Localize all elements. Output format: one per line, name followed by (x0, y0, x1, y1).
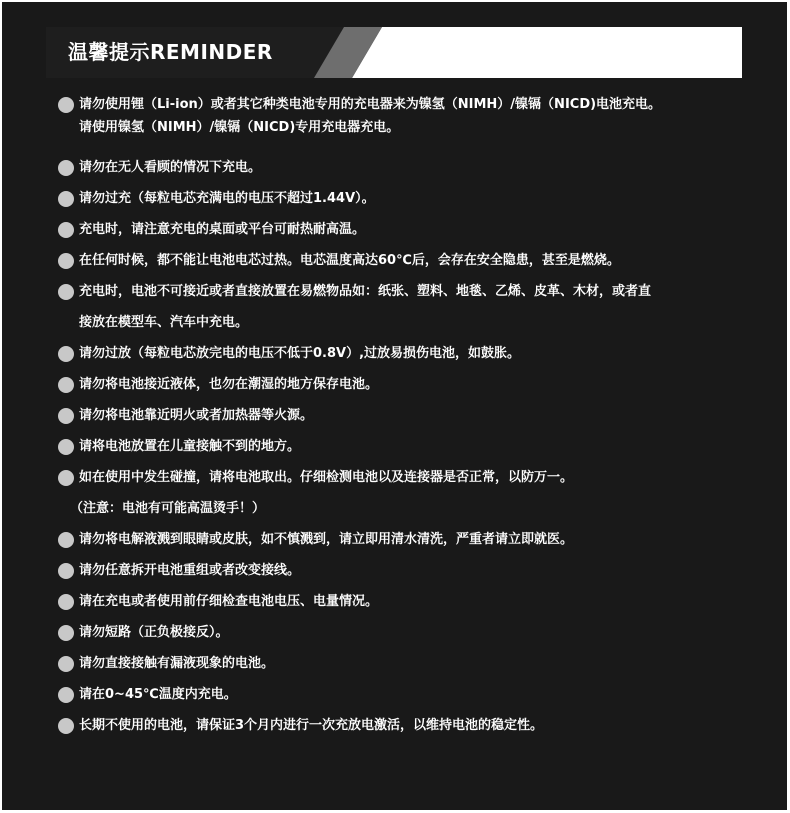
bullet-icon (58, 191, 74, 207)
bullet-icon (58, 160, 74, 176)
item-text: 请将电池放置在儿童接触不到的地方。 (79, 439, 301, 454)
list-item (58, 189, 740, 209)
item-continuation: 请使用镍氢（NIMH）/镍镉（NICD)专用充电器充电。 (79, 120, 400, 135)
bullet-icon (58, 408, 74, 424)
bullet-icon (58, 718, 74, 734)
item-text: 请勿过放（每粒电芯放完电的电压不低于0.8V）,过放易损伤电池，如鼓胀。 (79, 346, 521, 361)
list-item (58, 375, 740, 395)
list-item (58, 158, 740, 178)
item-text: 请勿过充（每粒电芯充满电的电压不超过1.44V）。 (79, 191, 375, 206)
bullet-icon (58, 439, 74, 455)
list-item (58, 685, 740, 705)
item-text: 请在充电或者使用前仔细检查电池电压、电量情况。 (79, 594, 379, 609)
bullet-icon (58, 625, 74, 641)
list-item (58, 623, 740, 643)
item-text: 请勿将电解液溅到眼睛或皮肤，如不慎溅到，请立即用清水清洗，严重者请立即就医。 (79, 532, 574, 547)
bullet-icon (58, 284, 74, 300)
item-text: 请勿将电池靠近明火或者加热器等火源。 (79, 408, 314, 423)
reminder-banner (46, 27, 742, 78)
list-item (58, 654, 740, 674)
bullet-icon (58, 346, 74, 362)
item-note: （注意：电池有可能高温烫手！） (70, 501, 266, 516)
bullet-icon (58, 687, 74, 703)
bullet-icon (58, 377, 74, 393)
list-item (58, 468, 740, 488)
list-item (58, 344, 740, 364)
list-item (58, 220, 740, 240)
item-text: 长期不使用的电池，请保证3个月内进行一次充放电激活，以维持电池的稳定性。 (79, 718, 544, 733)
bullet-icon (58, 563, 74, 579)
item-text: 在任何时候，都不能让电池电芯过热。电芯温度高达60℃后，会存在安全隐患，甚至是燃烧。 (79, 253, 620, 268)
list-item (58, 437, 740, 457)
item-continuation: 接放在模型车、汽车中充电。 (79, 315, 249, 330)
list-item (58, 716, 740, 736)
bullet-icon (58, 253, 74, 269)
bullet-icon (58, 97, 74, 113)
list-item (58, 530, 740, 550)
item-text: 充电时，电池不可接近或者直接放置在易燃物品如：纸张、塑料、地毯、乙烯、皮革、木材，或者直 (79, 284, 652, 299)
list-item (58, 592, 740, 612)
banner-title: 温馨提示REMINDER (68, 40, 273, 64)
item-text: 请勿任意拆开电池重组或者改变接线。 (79, 563, 301, 578)
list-item (58, 251, 740, 271)
list-item (58, 282, 740, 302)
bullet-icon (58, 222, 74, 238)
item-text: 请勿将电池接近液体，也勿在潮湿的地方保存电池。 (79, 377, 379, 392)
list-item (58, 406, 740, 426)
item-text: 如在使用中发生碰撞，请将电池取出。仔细检测电池以及连接器是否正常，以防万一。 (79, 470, 574, 485)
list-item (58, 95, 740, 115)
item-text: 请勿短路（正负极接反）。 (79, 625, 229, 640)
item-text: 请勿在无人看顾的情况下充电。 (79, 160, 262, 175)
list-item (58, 561, 740, 581)
item-text: 充电时，请注意充电的桌面或平台可耐热耐高温。 (79, 222, 366, 237)
bullet-icon (58, 470, 74, 486)
item-text: 请勿使用锂（Li-ion）或者其它种类电池专用的充电器来为镍氢（NIMH）/镍镉（NICD)电池充电。 (79, 97, 662, 112)
bullet-icon (58, 594, 74, 610)
bullet-icon (58, 656, 74, 672)
bullet-icon (58, 532, 74, 548)
item-text: 请勿直接接触有漏液现象的电池。 (79, 656, 275, 671)
item-text: 请在0~45℃温度内充电。 (79, 687, 237, 702)
